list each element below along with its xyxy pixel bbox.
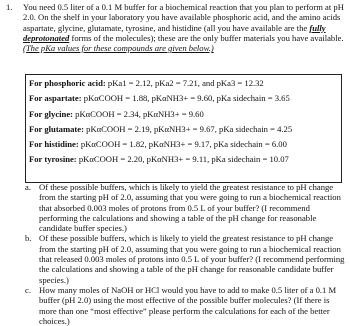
question-number: 1. [6,2,13,12]
subquestion-letter: a. [25,182,31,192]
pka-compound: For tyrosine [29,154,74,165]
pka-values: pKαCOOH = 2.20, pKαNH3+ = 9.11, pKa sidechain = 10.07 [78,154,289,165]
pka-values: pKαCOOH = 2.34, pKαNH3+ = 9.60 [75,108,204,119]
pka-row-histidine: For histidine: pKαCOOH = 1.82, pKαNH3+ = 9.17, pKa sidechain = 6.00 [29,139,287,150]
subquestion-c [25,285,347,326]
pka-compound: For glutamate [29,123,82,134]
pka-values: pKαCOOH = 1.82, pKαNH3+ = 9.17, pKa sidechain = 6.00 [80,139,287,150]
pka-row-tyrosine: For tyrosine: pKαCOOH = 2.20, pKαNH3+ = 9.11, pKa sidechain = 10.07 [29,154,289,165]
pka-row-phosphoric: For phosphoric acid: pKa1 = 2.12, pKa2 = 7.21, and pKa3 = 12.32 [29,78,264,88]
intro-tail-text: forms of the molecules); these are the only buffer materials you have available. [71,32,344,43]
pka-compound: For aspartate [29,93,79,104]
pka-table [25,74,342,183]
subquestion-letter: c. [25,284,31,295]
pka-compound: For histidine [29,139,76,150]
pka-values: pKαCOOH = 1.88, pKαNH3+ = 9.60, pKa sidechain = 3.65 [83,93,290,104]
emphasis-text: fully deprotonated [23,22,326,43]
subquestion-text: How many moles of NaOH or HCl would you have to add to make 0.5 liter of a 0.1 M buffer (pH 2.0) using the most effective of the possible buffer molecules? (If there is more than one “most effective” please perform the calculations for each of the better choices.) [39,284,337,326]
question-1 [6,2,344,53]
pka-row-glycine: For glycine: pKαCOOH = 2.34, pKαNH3+ = 9.60 [29,108,204,119]
subquestion-a [25,182,347,233]
question-intro [23,2,344,53]
pka-values: pKa1 = 2.12, pKa2 = 7.21, and pKa3 = 12.32 [107,78,264,88]
subquestion-letter: b. [25,233,32,244]
subquestion-list [25,182,347,326]
subquestion-text: Of these possible buffers, which is likely to yield the greatest resistance to pH change from the starting pH of 2.0, assuming that you were going to run a biochemical reaction that absorbed 0.003 moles of protons from 0.5 L of your buffer? (I recommend performing the calculations and showing a table of the pH change for reasonable candidate buffer species.) [39,182,341,234]
pka-compound: For glycine [29,108,71,119]
pka-row-aspartate: For aspartate: pKαCOOH = 1.88, pKαNH3+ = 9.60, pKa sidechain = 3.65 [29,93,290,104]
pka-note: (The pKa values for these compounds are given below.) [23,43,214,54]
subquestion-b [25,233,347,284]
intro-text: You need 0.5 liter of a 0.1 M buffer for a biochemical reaction that you plan to perform at pH 2.0. On the shelf in your laboratory you have available phosphoric acid, and the amino acids aspartate, glycine, glutamate, tyrosine, and histidine (all you have available are the [23,2,344,33]
pka-values: pKαCOOH = 2.19, pKαNH3+ = 9.67, pKa sidechain = 4.25 [86,123,293,134]
pka-compound: For phosphoric acid [29,78,103,88]
pka-row-glutamate: For glutamate: pKαCOOH = 2.19, pKαNH3+ = 9.67, pKa sidechain = 4.25 [29,123,293,134]
subquestion-text: Of these possible buffers, which is likely to yield the greatest resistance to pH change from the starting pH of 2.0, assuming that you were going to run a biochemical reaction that released 0.003 moles of protons into 0.5 L of your buffer? (I recommend performing the calculations and showing a table of the pH change for reasonable candidate buffer species.) [39,233,345,285]
